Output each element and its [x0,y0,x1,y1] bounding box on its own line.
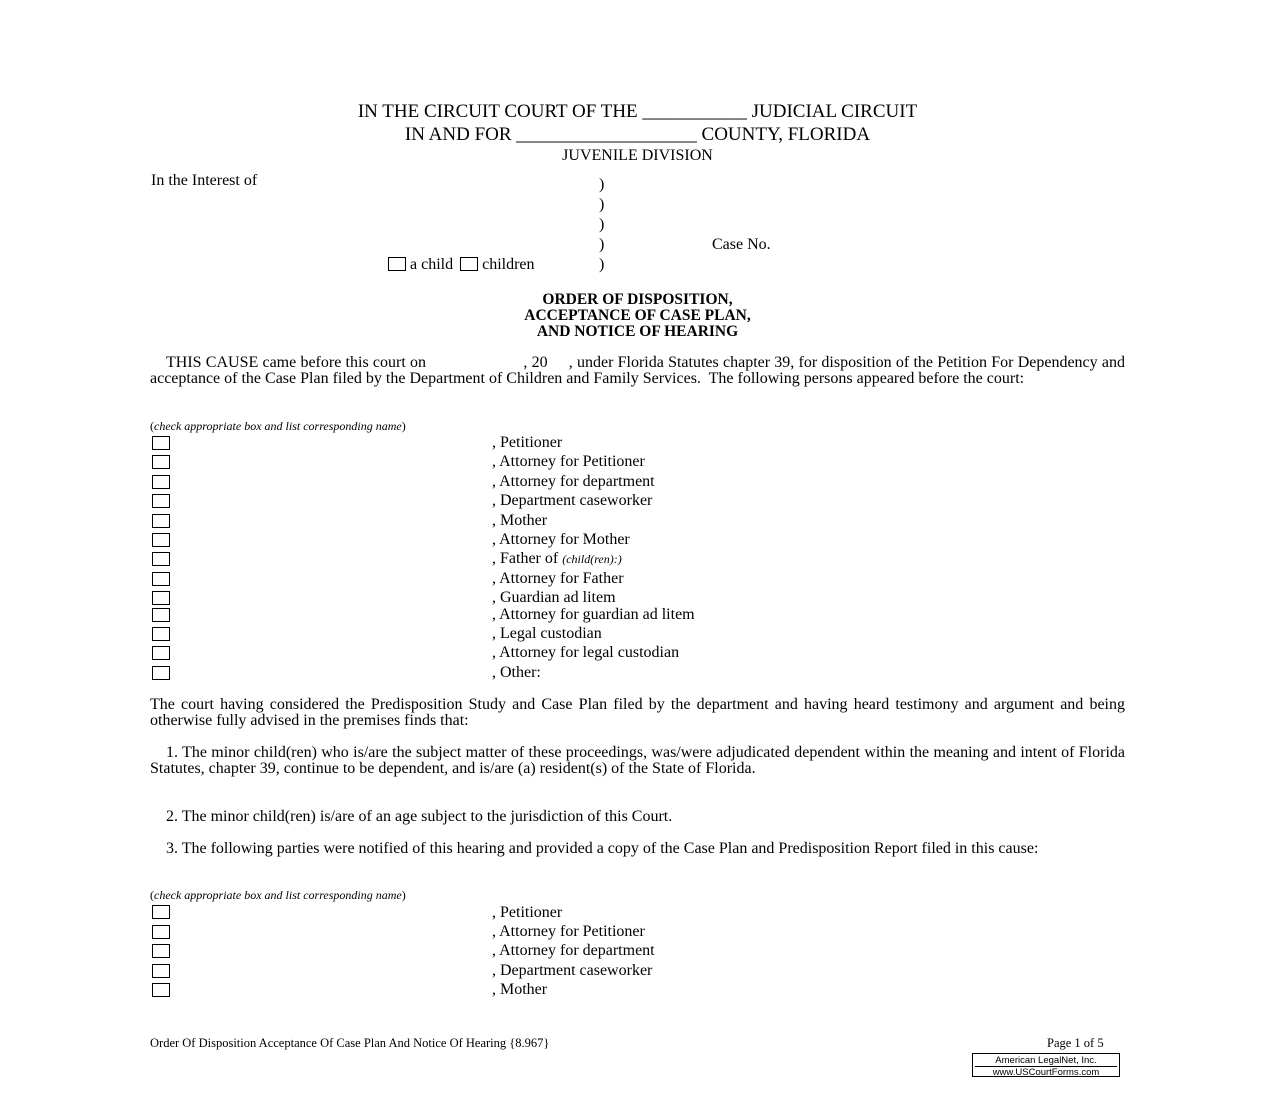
intro-paragraph: THIS CAUSE came before this court on , 20 , under Florida Statutes chapter 39, for disposition of the Petition For Dependency and acceptance of the Case Plan filed by the Department of Children and Family Services. The following persons appeared before the court: [150,354,1129,387]
children-checkbox[interactable] [460,257,478,271]
child-type-group [388,256,535,274]
attorney-custodian-checkbox[interactable] [152,646,170,660]
legalnet-stamp [972,1053,1120,1077]
finding-1: 1. The minor child(ren) who is/are the subject matter of these proceedings, was/were adjudicated dependent within the meaning and intent of Florida Statutes, chapter 39, continue to be dependent, and is/are (a) resident(s) of the State of Florida. [150,744,1125,777]
stamp-website: www.USCourtForms.com [975,1066,1117,1078]
footer-form-title: Order Of Disposition Acceptance Of Case Plan And Notice Of Hearing {8.967} [150,1036,550,1050]
attorney-department-label: , Attorney for department [492,473,655,490]
caption-paren: ) [599,176,605,193]
caseworker-checkbox[interactable] [152,494,170,508]
caseworker-label: , Department caseworker [492,492,653,509]
notified-caseworker-label: , Department caseworker [492,962,653,979]
legal-custodian-checkbox[interactable] [152,627,170,641]
notified-petitioner-checkbox[interactable] [152,905,170,919]
court-header-line1: IN THE CIRCUIT COURT OF THE ___________ JUDICIAL CIRCUIT [357,101,918,122]
order-title-line2: ACCEPTANCE OF CASE PLAN, [524,307,751,324]
order-title-line1: ORDER OF DISPOSITION, [542,291,733,308]
caption-paren: ) [599,196,605,213]
attorney-guardian-label: , Attorney for guardian ad litem [492,606,695,623]
attorney-guardian-checkbox[interactable] [152,608,170,622]
division-label: JUVENILE DIVISION [562,147,713,164]
court-header-line2: IN AND FOR ___________________ COUNTY, FLORIDA [404,124,871,145]
footer-page-number: Page 1 of 5 [1047,1036,1104,1050]
notified-mother-label: , Mother [492,981,548,998]
notified-attorney-petitioner-checkbox[interactable] [152,925,170,939]
check-instruction: (check appropriate box and list corresponding name) [150,888,406,902]
attorney-petitioner-checkbox[interactable] [152,455,170,469]
children-label: children [482,256,535,273]
notified-attorney-department-checkbox[interactable] [152,944,170,958]
petitioner-label: , Petitioner [492,434,563,451]
attorney-custodian-label: , Attorney for legal custodian [492,644,680,661]
case-number-label: Case No. [712,236,771,253]
attorney-department-checkbox[interactable] [152,475,170,489]
other-label: , Other: [492,664,541,681]
notified-caseworker-checkbox[interactable] [152,964,170,978]
stamp-company: American LegalNet, Inc. [995,1055,1097,1066]
check-instruction: (check appropriate box and list corresponding name) [150,419,406,433]
other-checkbox[interactable] [152,666,170,680]
notified-attorney-petitioner-label: , Attorney for Petitioner [492,923,645,940]
notified-petitioner-label: , Petitioner [492,904,563,921]
notified-mother-checkbox[interactable] [152,983,170,997]
guardian-ad-litem-checkbox[interactable] [152,591,170,605]
father-children-note: (child(ren):) [562,552,622,566]
caption-paren: ) [599,216,605,233]
attorney-father-checkbox[interactable] [152,572,170,586]
father-row [492,550,622,568]
in-interest-label: In the Interest of [151,172,258,189]
finding-3: 3. The following parties were notified of this hearing and provided a copy of the Case Plan and Predisposition Report filed in this cause: [166,840,1039,857]
caption-paren: ) [599,236,605,253]
father-label: , Father of [492,550,563,567]
petitioner-checkbox[interactable] [152,436,170,450]
mother-label: , Mother [492,512,548,529]
guardian-ad-litem-label: , Guardian ad litem [492,589,616,606]
child-checkbox[interactable] [388,257,406,271]
attorney-father-label: , Attorney for Father [492,570,624,587]
order-title-line3: AND NOTICE OF HEARING [536,323,739,340]
legal-custodian-label: , Legal custodian [492,625,602,642]
mother-checkbox[interactable] [152,514,170,528]
findings-intro: The court having considered the Predisposition Study and Case Plan filed by the department and having heard testimony and argument and being otherwise fully advised in the premises finds that: [150,696,1125,729]
father-checkbox[interactable] [152,552,170,566]
caption-paren: ) [599,256,605,273]
notified-attorney-department-label: , Attorney for department [492,942,655,959]
attorney-petitioner-label: , Attorney for Petitioner [492,453,645,470]
attorney-mother-checkbox[interactable] [152,533,170,547]
child-label: a child [410,256,454,273]
attorney-mother-label: , Attorney for Mother [492,531,630,548]
finding-2: 2. The minor child(ren) is/are of an age subject to the jurisdiction of this Court. [166,808,673,825]
